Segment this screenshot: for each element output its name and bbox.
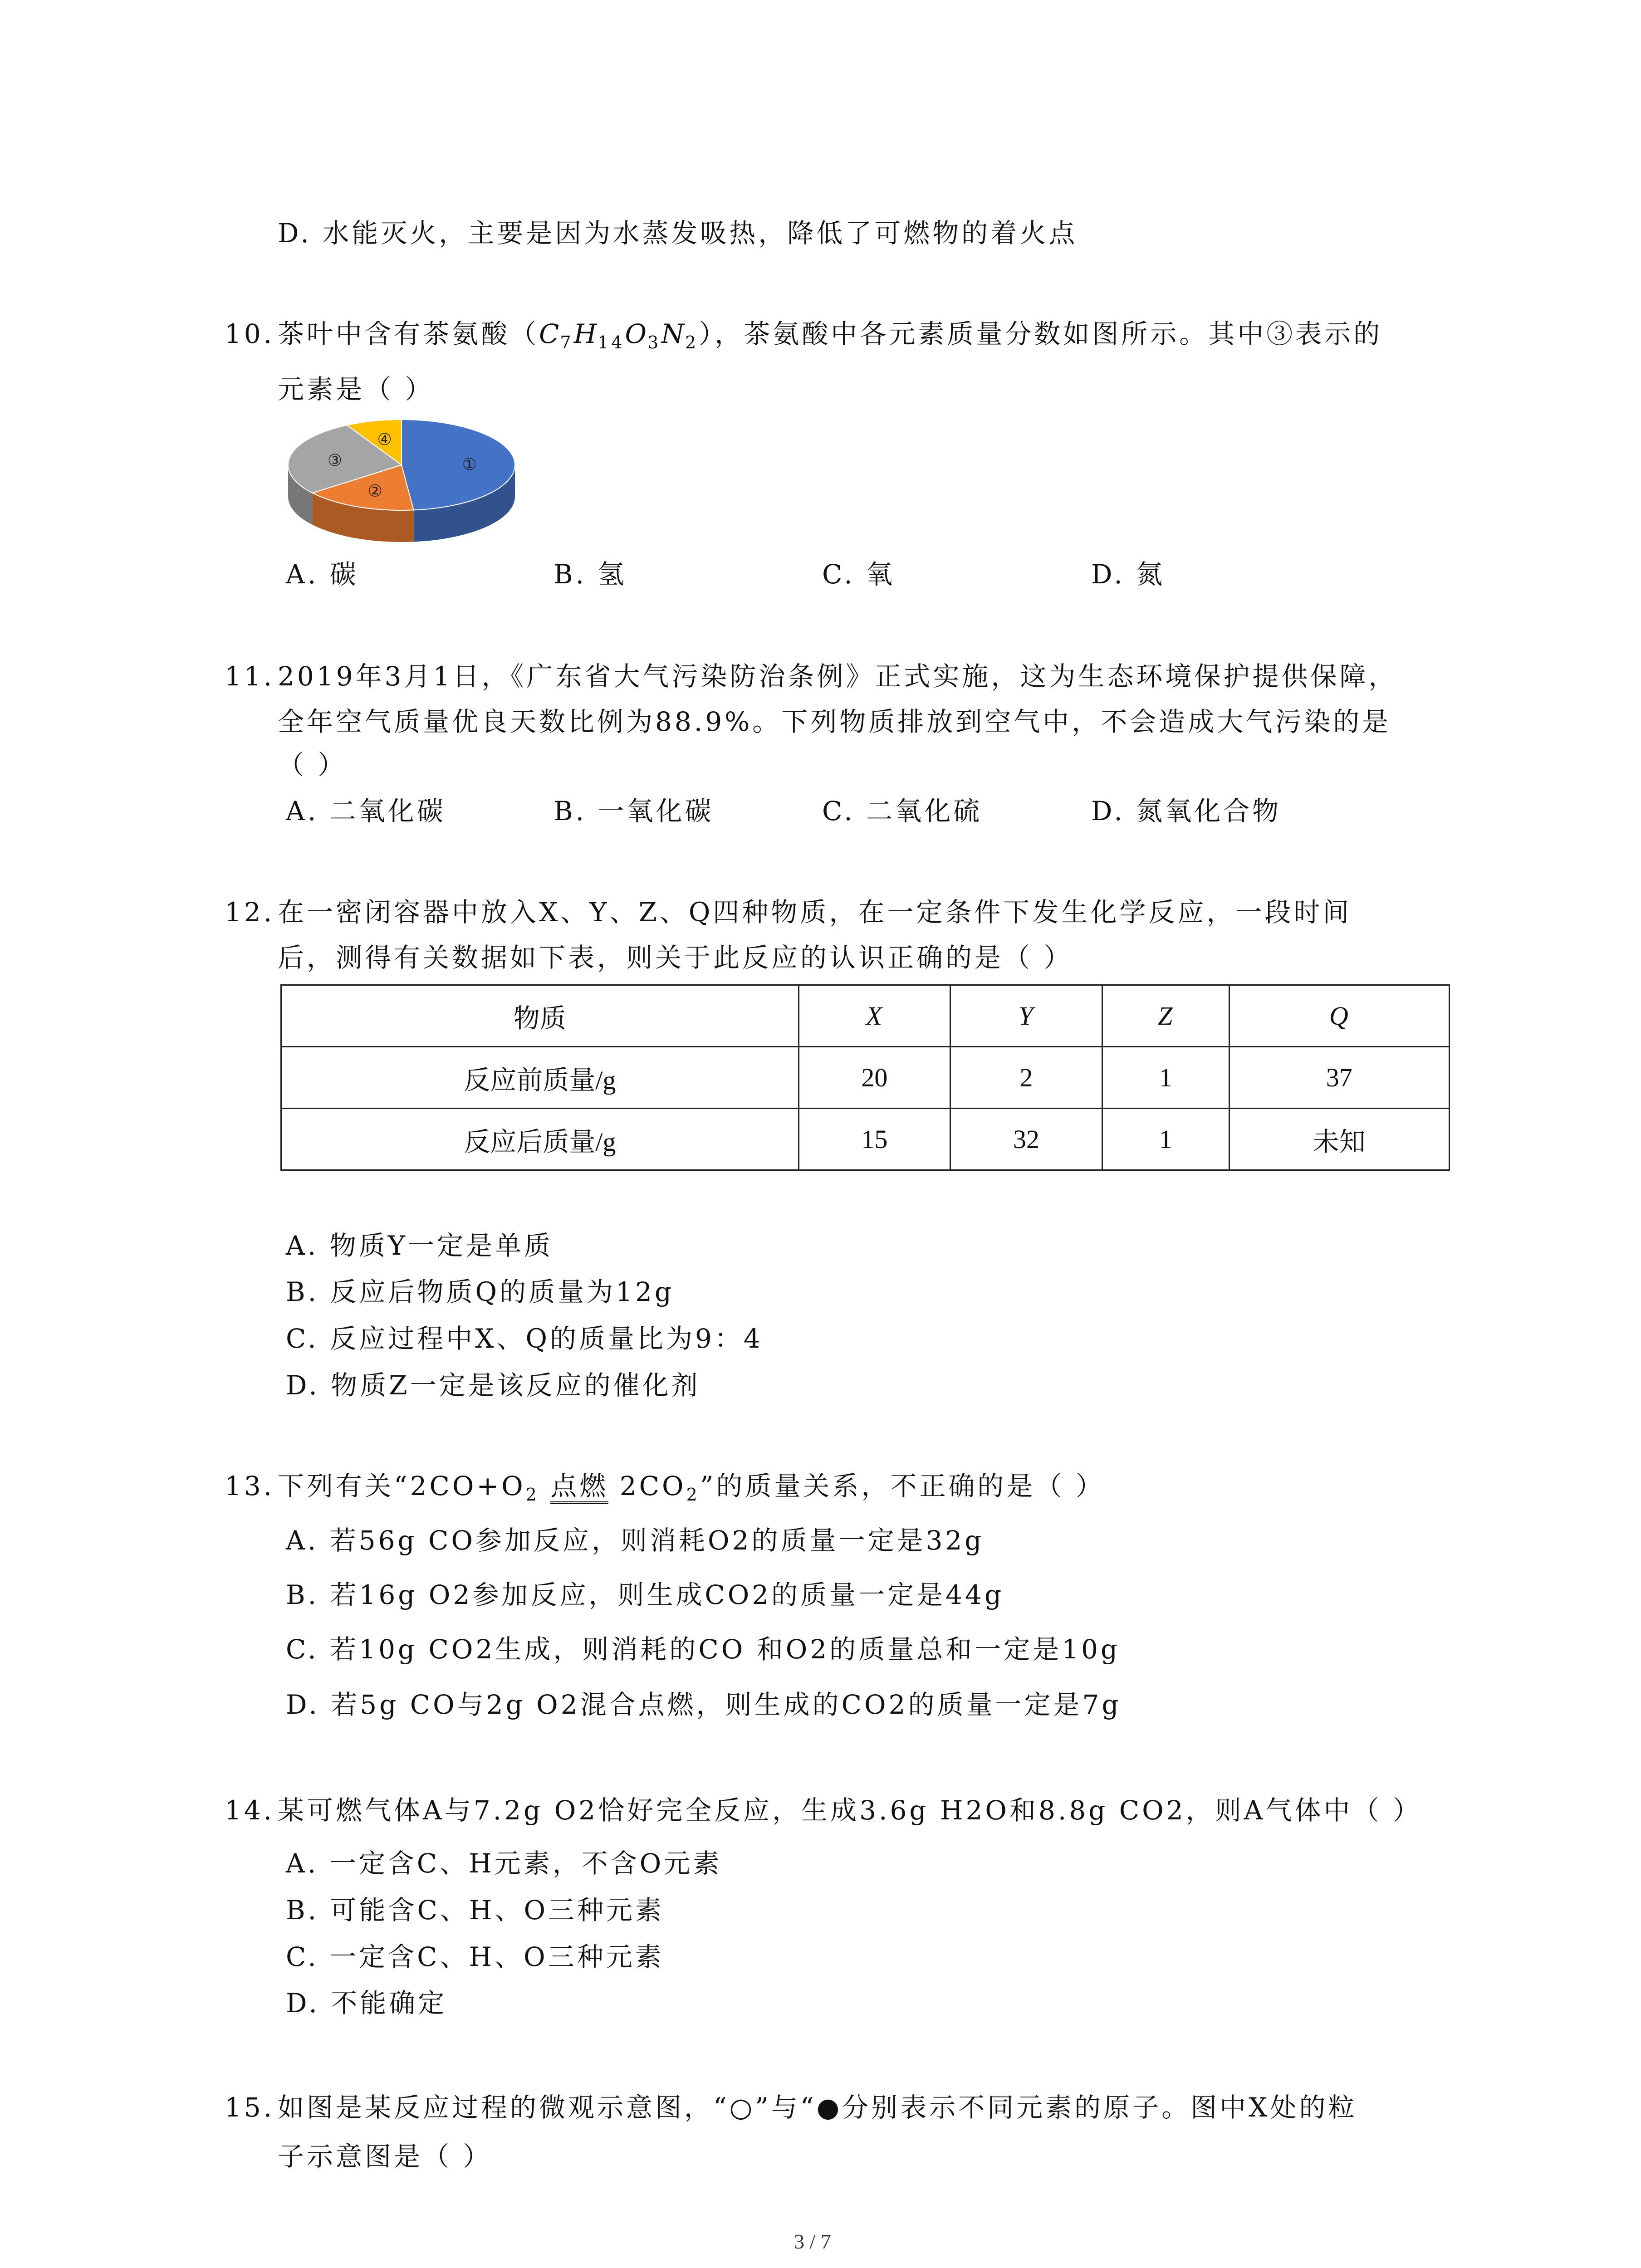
pie-slice-label: ③ xyxy=(327,451,343,470)
q10-stem-line2: 元素是（ ） xyxy=(278,374,434,405)
q10-option-a: A. 碳 xyxy=(286,559,359,590)
q10-stem-line1: 茶叶中含有茶氨酸$(C_7H_{14}O_3N_2)$，茶氨酸中各元素质量分数如图所示。其中③表示的 xyxy=(278,318,1383,352)
table-cell: 37 xyxy=(1229,1047,1449,1109)
table-cell: 1 xyxy=(1102,1109,1229,1170)
q14-stem: 某可燃气体A与7.2g O2恰好完全反应，生成3.6g H2O和8.8g CO2，则A气体中（ ） xyxy=(278,1795,1422,1826)
q10-option-b: B. 氢 xyxy=(554,559,627,590)
table-cell: 1 xyxy=(1102,1047,1229,1109)
q11-option-c: C. 二氧化硫 xyxy=(822,796,983,826)
q13-option-a: A. 若56g CO参加反应，则消耗O2的质量一定是32g xyxy=(286,1525,985,1556)
table-header-cell: Q xyxy=(1229,985,1449,1047)
q12-stem-line1: 在一密闭容器中放入X、Y、Z、Q四种物质，在一定条件下发生化学反应，一段时间 xyxy=(278,897,1352,928)
pie-slice-label: ① xyxy=(462,455,477,474)
pie-slice-label: ④ xyxy=(377,430,392,449)
q12-option-a: A. 物质Y一定是单质 xyxy=(286,1230,554,1261)
page-number: 3 / 7 xyxy=(794,2230,831,2253)
table-header-cell: 物质 xyxy=(281,985,799,1047)
table-header-cell: Z xyxy=(1102,985,1229,1047)
q12-option-d: D. 物质Z一定是该反应的催化剂 xyxy=(286,1370,700,1401)
q13-stem: 下列有关“$2CO+O_2$ 点燃 $2CO_2$”的质量关系，不正确的是（ ） xyxy=(278,1471,1105,1505)
q12-stem-line2: 后，测得有关数据如下表，则关于此反应的认识正确的是（ ） xyxy=(278,942,1073,973)
q10-number: 10. xyxy=(225,318,275,349)
table-header-cell: X xyxy=(798,985,950,1047)
q13-option-d: D. 若5g CO与2g O2混合点燃，则生成的CO2的质量一定是7g xyxy=(286,1689,1122,1720)
q11-stem-line2: 全年空气质量优良天数比例为88.9%。下列物质排放到空气中，不会造成大气污染的是 xyxy=(278,706,1391,737)
q11-stem-line1: 2019年3月1日，《广东省大气污染防治条例》正式实施，这为生态环境保护提供保障， xyxy=(278,661,1398,692)
q13-option-b: B. 若16g O2参加反应，则生成CO2的质量一定是44g xyxy=(286,1579,1004,1610)
q14-option-d: D. 不能确定 xyxy=(286,1988,447,2019)
q11-option-a: A. 二氧化碳 xyxy=(286,796,446,826)
table-cell: 15 xyxy=(798,1109,950,1170)
q12-option-c: C. 反应过程中X、Q的质量比为9：4 xyxy=(286,1323,763,1354)
reaction-condition: 点燃 xyxy=(550,1471,608,1504)
q12-number: 12. xyxy=(225,897,275,928)
table-header-row xyxy=(281,985,1450,1047)
table-cell: 20 xyxy=(798,1047,950,1109)
q11-number: 11. xyxy=(225,661,275,692)
table-cell: 反应前质量/g xyxy=(281,1047,799,1109)
q14-option-a: A. 一定含C、H元素，不含O元素 xyxy=(286,1848,722,1879)
table-cell: 32 xyxy=(950,1109,1102,1170)
q12-option-b: B. 反应后物质Q的质量为12g xyxy=(286,1276,674,1307)
table-cell: 2 xyxy=(950,1047,1102,1109)
table-cell: 反应后质量/g xyxy=(281,1109,799,1170)
q15-stem-line2: 子示意图是（ ） xyxy=(278,2141,492,2172)
q13-option-c: C. 若10g CO2生成，则消耗的CO 和O2的质量总和一定是10g xyxy=(286,1634,1121,1665)
q13-number: 13. xyxy=(225,1471,275,1501)
q14-option-b: B. 可能含C、H、O三种元素 xyxy=(286,1895,665,1926)
table-cell: 未知 xyxy=(1229,1109,1449,1170)
mass-data-table xyxy=(280,984,1450,1171)
q14-option-c: C. 一定含C、H、O三种元素 xyxy=(286,1941,664,1972)
table-row xyxy=(281,1047,1450,1109)
q9-option-d: D. 水能灭火，主要是因为水蒸发吸热，降低了可燃物的着火点 xyxy=(278,218,1078,249)
q10-option-c: C. 氧 xyxy=(822,559,896,590)
q10-option-d: D. 氮 xyxy=(1091,559,1166,590)
q14-number: 14. xyxy=(225,1795,275,1826)
q15-number: 15. xyxy=(225,2092,275,2123)
table-row xyxy=(281,1109,1450,1170)
table-header-cell: Y xyxy=(950,985,1102,1047)
q11-option-b: B. 一氧化碳 xyxy=(554,796,714,826)
q11-option-d: D. 氮氧化合物 xyxy=(1091,796,1282,826)
mass-fraction-pie-chart xyxy=(279,408,524,558)
q15-stem-line1: 如图是某反应过程的微观示意图，“○”与“●分别表示不同元素的原子。图中X处的粒 xyxy=(278,2092,1357,2123)
q11-stem-line3: （ ） xyxy=(278,749,347,780)
pie-slice-label: ② xyxy=(367,482,382,501)
